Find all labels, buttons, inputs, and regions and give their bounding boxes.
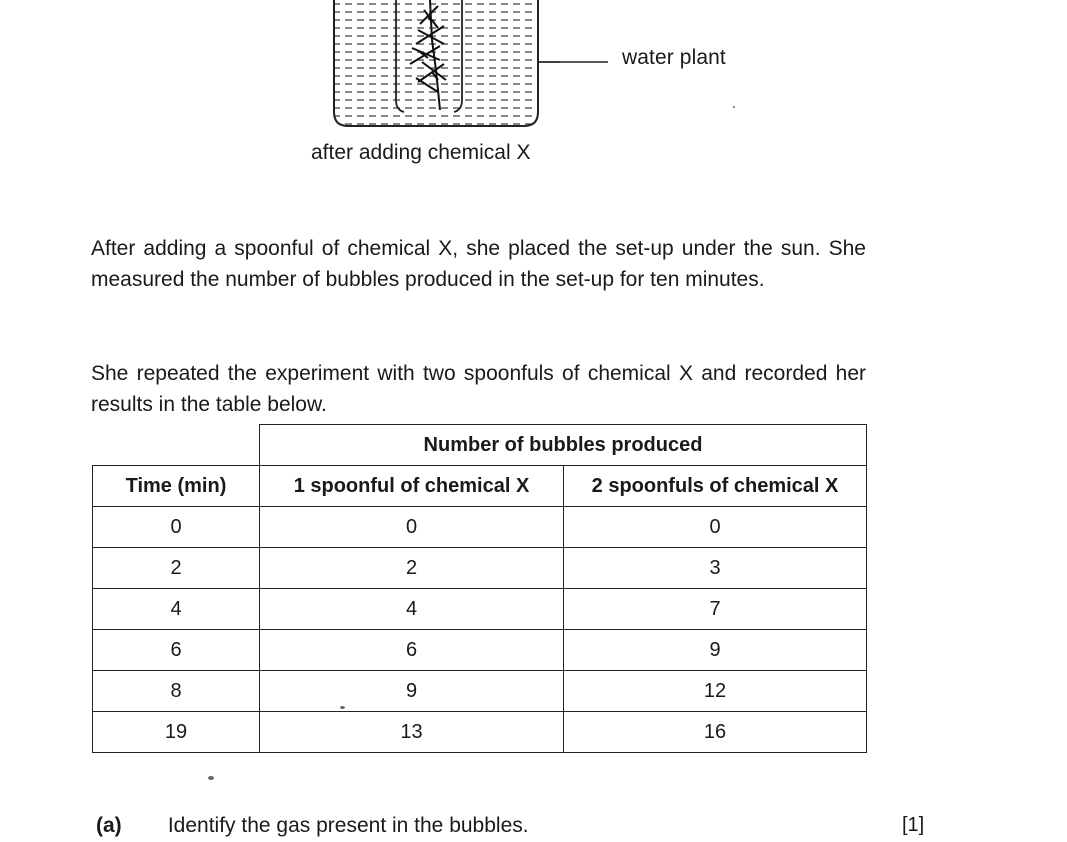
figure-caption: after adding chemical X	[311, 141, 531, 164]
cell-one-spoonful: 0	[260, 507, 564, 548]
cell-one-spoonful: 13	[260, 712, 564, 753]
cell-time: 8	[93, 671, 260, 712]
cell-one-spoonful: 6	[260, 630, 564, 671]
beaker-diagram	[320, 0, 560, 135]
table-corner-cell	[93, 425, 260, 466]
header-one-spoonful: 1 spoonful of chemical X	[260, 466, 564, 507]
cell-two-spoonfuls: 9	[564, 630, 867, 671]
scan-speck	[733, 106, 735, 108]
paragraph-repeat: She repeated the experiment with two spoonfuls of chemical X and recorded her results in the table below.	[91, 362, 866, 416]
cell-time: 0	[93, 507, 260, 548]
scan-speck	[340, 706, 345, 709]
results-table	[92, 424, 867, 753]
cell-two-spoonfuls: 0	[564, 507, 867, 548]
header-two-spoonfuls: 2 spoonfuls of chemical X	[564, 466, 867, 507]
cell-two-spoonfuls: 16	[564, 712, 867, 753]
group-header: Number of bubbles produced	[260, 425, 867, 466]
table-row	[93, 507, 867, 548]
scan-speck	[208, 776, 214, 780]
cell-one-spoonful: 2	[260, 548, 564, 589]
cell-time: 19	[93, 712, 260, 753]
table-row	[93, 630, 867, 671]
question-number: (a)	[96, 814, 122, 837]
table-group-header-row	[93, 425, 867, 466]
water-plant-label: water plant	[622, 46, 726, 69]
table-row	[93, 671, 867, 712]
question-marks: [1]	[902, 814, 925, 836]
table-row	[93, 548, 867, 589]
table-header-row	[93, 466, 867, 507]
cell-time: 2	[93, 548, 260, 589]
table-row	[93, 712, 867, 753]
cell-one-spoonful: 4	[260, 589, 564, 630]
cell-two-spoonfuls: 12	[564, 671, 867, 712]
cell-one-spoonful: 9	[260, 671, 564, 712]
paragraph-setup: After adding a spoonful of chemical X, she placed the set-up under the sun. She measured the number of bubbles produced in the set-up for ten minutes.	[91, 237, 866, 291]
cell-time: 6	[93, 630, 260, 671]
question-a	[96, 814, 529, 838]
header-time: Time (min)	[93, 466, 260, 507]
cell-two-spoonfuls: 7	[564, 589, 867, 630]
question-text: Identify the gas present in the bubbles.	[167, 814, 529, 837]
cell-two-spoonfuls: 3	[564, 548, 867, 589]
cell-time: 4	[93, 589, 260, 630]
table-row	[93, 589, 867, 630]
label-pointer-extension	[538, 55, 610, 69]
